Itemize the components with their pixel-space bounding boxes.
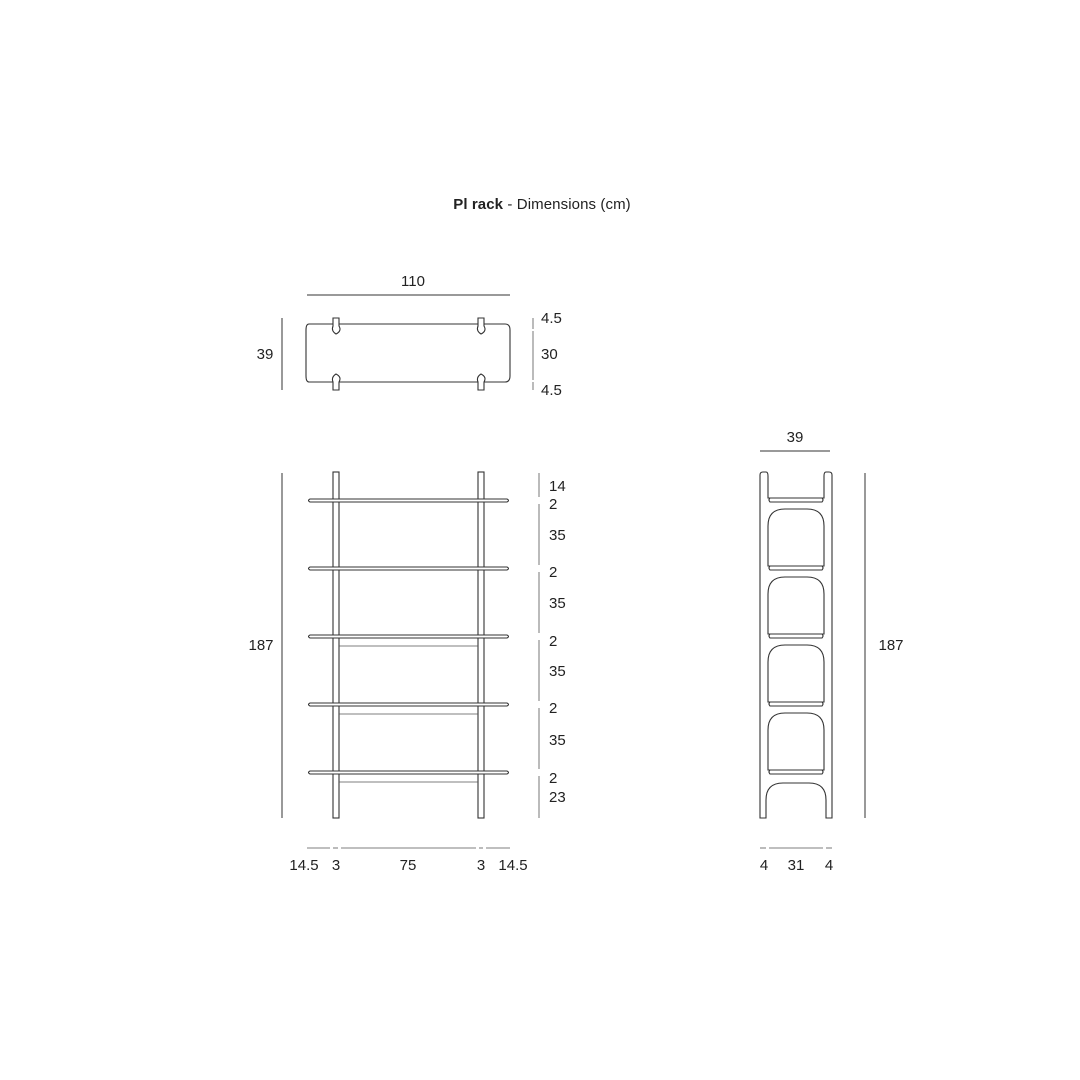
- front-bottom-dim-2: 75: [399, 857, 417, 874]
- front-right-dim-6: 35: [549, 663, 566, 680]
- front-right-dim-3: 2: [549, 564, 558, 581]
- side-bottom-dim-0: 4: [759, 857, 769, 874]
- front-right-dim-7: 2: [549, 700, 558, 717]
- right-post: [478, 472, 484, 818]
- side-shelf-4: [769, 702, 823, 706]
- front-bottom-dim-4: 14.5: [498, 857, 528, 874]
- front-right-dim-0: 14: [549, 478, 566, 495]
- front-right-dim-5: 2: [549, 633, 558, 650]
- top-depth-label: 39: [256, 346, 274, 363]
- title-separator: -: [503, 196, 517, 213]
- peg-bottom-left: [332, 374, 340, 390]
- side-shelf-5: [769, 770, 823, 774]
- top-view: [257, 273, 562, 399]
- shelf-2: [309, 567, 509, 570]
- shelf-3: [309, 635, 509, 638]
- front-height-label: 187: [248, 637, 274, 654]
- opening-4: [768, 713, 824, 770]
- front-bottom-dim-3: 3: [476, 857, 486, 874]
- peg-top-right: [477, 318, 485, 334]
- left-post: [333, 472, 339, 818]
- top-width-label: 110: [401, 273, 425, 290]
- peg-top-left: [332, 318, 340, 334]
- product-name: Pl rack: [453, 196, 504, 213]
- front-right-dim-1: 2: [549, 496, 558, 513]
- front-right-dim-2: 35: [549, 527, 566, 544]
- title-subtitle: Dimensions (cm): [516, 196, 631, 213]
- side-view: [760, 429, 904, 874]
- shelf-5: [309, 771, 509, 774]
- side-shelf-2: [769, 566, 823, 570]
- shelf-4: [309, 703, 509, 706]
- top-right-dim-2: 4.5: [541, 382, 562, 399]
- peg-bottom-right: [477, 374, 485, 390]
- front-right-dim-9: 2: [549, 770, 558, 787]
- front-view: [248, 472, 565, 874]
- shelf-1: [309, 499, 509, 502]
- opening-1: [768, 509, 824, 566]
- side-shelf-1: [769, 498, 823, 502]
- front-bottom-dim-1: 3: [331, 857, 341, 874]
- front-right-dim-10: 23: [549, 789, 566, 806]
- side-shelf-3: [769, 634, 823, 638]
- top-right-dim-1: 30: [541, 346, 558, 363]
- side-bottom-dim-1: 31: [787, 857, 805, 874]
- front-right-dim-4: 35: [549, 595, 566, 612]
- side-bottom-dim-2: 4: [824, 857, 834, 874]
- front-right-dim-8: 35: [549, 732, 566, 749]
- opening-2: [768, 577, 824, 634]
- front-bottom-dim-0: 14.5: [289, 857, 319, 874]
- top-right-dim-0: 4.5: [541, 310, 562, 327]
- side-height-label: 187: [878, 637, 904, 654]
- opening-3: [768, 645, 824, 702]
- side-width-label: 39: [786, 429, 804, 446]
